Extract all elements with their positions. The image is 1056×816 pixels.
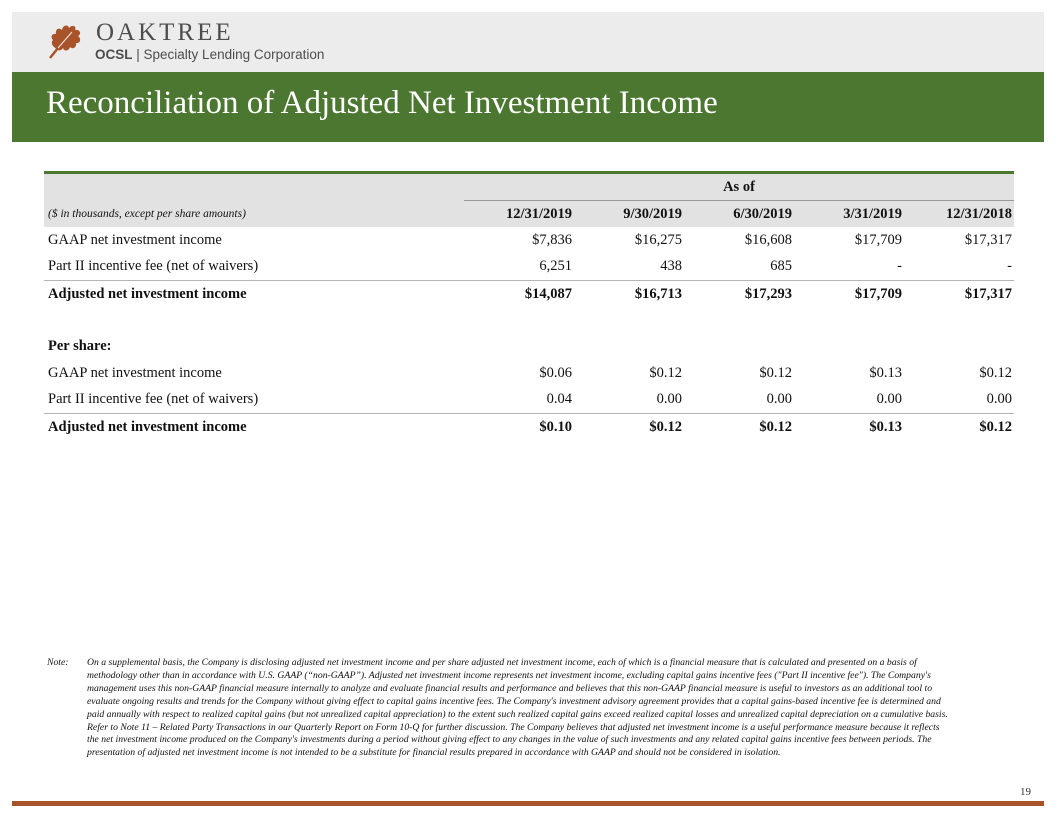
row-value: 6,251 [539, 258, 572, 275]
column-header: 3/31/2019 [794, 201, 904, 228]
row-value: $0.12 [904, 414, 1014, 441]
row-value: $0.13 [794, 414, 904, 441]
row-value: $0.12 [574, 414, 684, 441]
row-label: Part II incentive fee (net of waivers) [48, 391, 259, 408]
row-value: $0.12 [649, 364, 682, 381]
spacer-row [44, 308, 1014, 334]
row-value: $0.12 [759, 364, 792, 381]
row-value: $17,709 [794, 281, 904, 308]
row-value: - [1007, 258, 1012, 275]
note-text: On a supplemental basis, the Company is disclosing adjusted net investment income and per share adjusted net investment income, each of which is a financial measure that is calculated and presented on a basis of methodology other than in accordance with U.S. GAAP (“non-GAAP”). Adjusted net investment income represents net investment income, excluding capital gains incentive fees ("Part II incentive fee"). The Company's management uses this non-GAAP financial measure internally to analyze and evaluate financial results and performance and believes that this non-GAAP financial measure is useful to investors as an additional tool to evaluate ongoing results and trends for the Company without giving effect to capital gains incentive fees. The Company's investment advisory agreement provides that a capital gains-based incentive fee is determined and paid annually with respect to realized capital gains (but not unrealized capital appreciation) to the extent such realized capital gains exceed realized capital losses and unrealized capital depreciation on a cumulative basis. Refer to Note 11 – Related Party Transactions in our Quarterly Report on Form 10-Q for further discussion. The Company believes that adjusted net investment income is a useful performance measure because it reflects the net investment income produced on the Company's investments during a period without giving effect to any changes in the value of such investments and any related capital gains incentive fees between periods. The presentation of adjusted net investment income is not intended to be a substitute for financial results prepared in accordance with GAAP and should not be considered in isolation. [87, 657, 948, 759]
row-value: $0.12 [684, 414, 794, 441]
row-label: Adjusted net investment income [44, 281, 464, 308]
row-value: $17,317 [964, 231, 1012, 248]
row-value: $16,275 [634, 231, 682, 248]
table-row [44, 254, 1014, 281]
row-value: 0.00 [876, 391, 902, 408]
row-value: $16,713 [574, 281, 684, 308]
row-value: 685 [770, 258, 792, 275]
reconciliation-table-container [44, 171, 1014, 441]
row-value: $17,317 [904, 281, 1014, 308]
units-label: ($ in thousands, except per share amounts) [44, 201, 464, 228]
row-label: GAAP net investment income [48, 364, 222, 381]
footer-bar [12, 801, 1044, 806]
per-share-label: Per share: [48, 338, 112, 355]
row-label: Part II incentive fee (net of waivers) [48, 258, 259, 275]
row-value: $16,608 [744, 231, 792, 248]
note-label: Note: [47, 657, 69, 668]
row-value: $0.10 [464, 414, 574, 441]
column-header: 12/31/2019 [464, 201, 574, 228]
table-row [44, 227, 1014, 254]
row-value: 0.00 [986, 391, 1012, 408]
column-header: 12/31/2018 [904, 201, 1014, 228]
table-row-total [44, 414, 1014, 441]
row-value: 438 [660, 258, 682, 275]
column-header: 6/30/2019 [684, 201, 794, 228]
row-value: 0.00 [656, 391, 682, 408]
oak-leaf-icon [44, 18, 88, 62]
row-label: Adjusted net investment income [44, 414, 464, 441]
brand-subtitle [95, 47, 324, 62]
row-value: $0.12 [979, 364, 1012, 381]
reconciliation-table [44, 171, 1014, 441]
brand-company: Specialty Lending Corporation [143, 47, 325, 62]
row-label: GAAP net investment income [48, 231, 222, 248]
row-value: $0.06 [539, 364, 572, 381]
row-value: $7,836 [532, 231, 572, 248]
row-value: 0.04 [546, 391, 572, 408]
brand-name: OAKTREE [96, 19, 234, 46]
row-value: $0.13 [869, 364, 902, 381]
table-row-total [44, 281, 1014, 308]
section-header-row [44, 334, 1014, 361]
row-value: $17,709 [854, 231, 902, 248]
brand-ticker: OCSL [95, 47, 133, 62]
header-spacer [44, 174, 464, 201]
brand-separator: | [132, 47, 144, 62]
as-of-header: As of [464, 174, 1014, 201]
page-title: Reconciliation of Adjusted Net Investment Income [46, 85, 718, 121]
table-row [44, 360, 1014, 387]
table-row [44, 387, 1014, 414]
column-header: 9/30/2019 [574, 201, 684, 228]
row-value: - [897, 258, 902, 275]
page-number: 19 [1020, 786, 1031, 798]
row-value: 0.00 [766, 391, 792, 408]
row-value: $17,293 [684, 281, 794, 308]
row-value: $14,087 [464, 281, 574, 308]
